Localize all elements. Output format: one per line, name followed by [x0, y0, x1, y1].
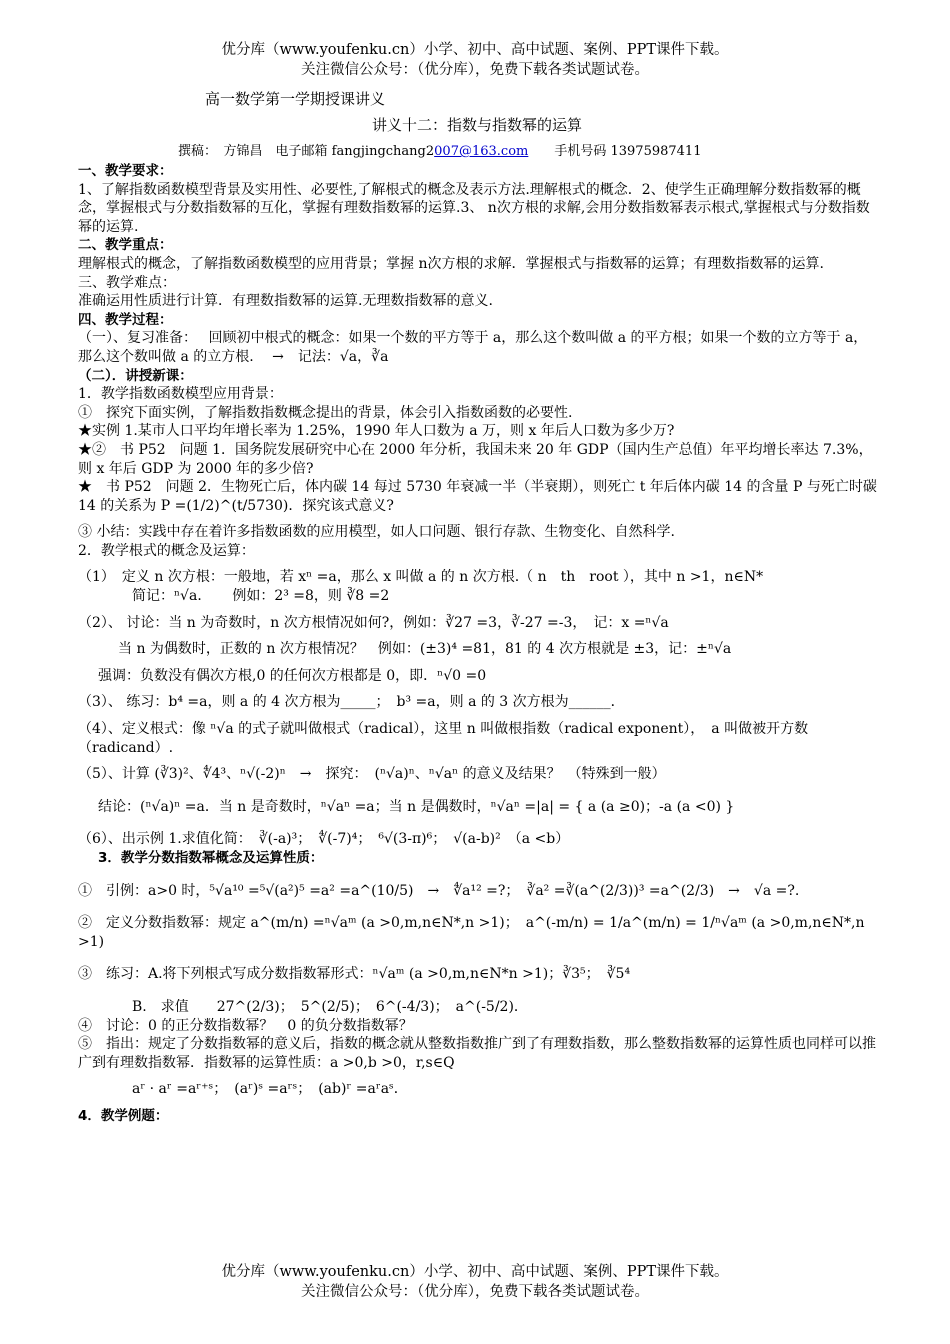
- body-line: （1） 定义 n 次方根：一般地，若 xⁿ =a，那么 x 叫做 a 的 n 次方根.（ n th root ），其中 n >1，n∈N*: [78, 569, 764, 586]
- header-line-2: 关注微信公众号：（优分库），免费下载各类试题试卷。: [301, 62, 649, 78]
- body-line: ① 引例：a>0 时，⁵√a¹⁰ =⁵√(a²)⁵ =a² =a^(10/5) → ∜a¹² =?； ∛a² =∛(a^(2/3))³ =a^(2/3) → √a =?.: [78, 882, 800, 899]
- body-line: ④ 讨论：0 的正分数指数幂？ 0 的负分数指数幂？: [78, 1017, 413, 1034]
- body-line: （二）．讲授新课：: [78, 367, 193, 384]
- footer-line-1: 优分库（www.youfenku.cn）小学、初中、高中试题、案例、PPT课件下载。: [221, 1264, 729, 1280]
- body-line: 简记：ⁿ√a． 例如：2³ =8，则 ∛8 =2: [132, 588, 390, 605]
- author-phone: 手机号码 13975987411: [528, 144, 702, 159]
- body-line: ③ 小结：实践中存在着许多指数函数的应用模型，如人口问题、银行存款、生物变化、自然科学.: [78, 524, 675, 541]
- body-line: 准确运用性质进行计算．有理数指数幂的运算.无理数指数幂的意义.: [78, 293, 493, 310]
- header-line-1: 优分库（www.youfenku.cn）小学、初中、高中试题、案例、PPT课件下载。: [221, 42, 729, 58]
- body-line: 结论：(ⁿ√a)ⁿ =a．当 n 是奇数时，ⁿ√aⁿ =a；当 n 是偶数时，ⁿ√aⁿ =|a| = { a (a ≥0)；-a (a <0) }: [98, 798, 735, 815]
- body-line: 一、教学要求：: [78, 163, 173, 179]
- body-line: 1．教学指数函数模型应用背景：: [78, 386, 283, 403]
- footer-line-2: 关注微信公众号：（优分库），免费下载各类试题试卷。: [301, 1284, 649, 1300]
- body-line: （3）、 练习：b⁴ =a，则 a 的 4 次方根为_____； b³ =a，则 a 的 3 次方根为______．: [78, 694, 625, 711]
- author-line: [178, 140, 701, 159]
- body-line: （6）、出示例 1.求值化简： ∛(-a)³； ∜(-7)⁴； ⁶√(3-π)⁶； √(a-b)² （a <b）: [78, 831, 570, 848]
- body-line: 四、教学过程：: [78, 311, 173, 328]
- page-header: [0, 40, 950, 80]
- body-line: （2）、 讨论：当 n 为奇数时，n 次方根情况如何?，例如：∛27 =3，∛-27 =-3， 记：x =ⁿ√a: [78, 614, 669, 631]
- body-line: 二、教学重点：: [78, 237, 173, 254]
- body-line: 3．教学分数指数幂概念及运算性质：: [98, 850, 324, 866]
- body-line: ① 探究下面实例，了解指数指数概念提出的背景，体会引入指数函数的必要性.: [78, 404, 573, 421]
- body-line: ② 定义分数指数幂：规定 a^(m/n) =ⁿ√aᵐ (a >0,m,n∈N*,n >1)； a^(-m/n) = 1/a^(m/n) = 1/ⁿ√aᵐ (a >0,m,n∈N*,n >1): [78, 915, 865, 950]
- lecture-subtitle: 讲义十二：指数与指数幂的运算: [372, 116, 583, 134]
- body-line: （4）、定义根式：像 ⁿ√a 的式子就叫做根式（radical），这里 n 叫做根指数（radical exponent）， a 叫做被开方数（radicand）.: [78, 721, 809, 756]
- body-line: ⑤ 指出：规定了分数指数幂的意义后，指数的概念就从整数指数推广到了有理数指数，那么整数指数幂的运算性质也同样可以推广到有理数指数幂．指数幂的运算性质：a >0,b >0，r,s∈Q: [78, 1036, 876, 1071]
- body-line: （一）、复习准备： 回顾初中根式的概念：如果一个数的平方等于 a，那么这个数叫做 a 的平方根；如果一个数的立方等于 a，那么这个数叫做 a 的立方根. → 记法：√a，∛a: [78, 330, 868, 365]
- body-line: ★实例 1.某市人口平均年增长率为 1.25%，1990 年人口数为 a 万，则 x 年后人口数为多少万?: [78, 423, 675, 440]
- page-footer: [0, 1262, 950, 1302]
- body-line: 强调：负数没有偶次方根,0 的任何次方根都是 0，即．ⁿ√0 =0: [98, 667, 487, 684]
- body-line: B. 求值 27^(2/3)； 5^(2/5)； 6^(-4/3)； a^(-5/2)．: [132, 998, 528, 1015]
- body-line: 三、教学难点：: [78, 274, 176, 291]
- lecture-body: [78, 162, 878, 1126]
- body-line: ③ 练习：A.将下列根式写成分数指数幂形式：ⁿ√aᵐ (a >0,m,n∈N*n >1)；∛3⁵； ∛5⁴: [78, 966, 631, 983]
- body-line: 理解根式的概念，了解指数函数模型的应用背景；掌握 n次方根的求解．掌握根式与指数幂的运算；有理数指数幂的运算.: [78, 255, 824, 272]
- author-info: 撰稿： 方锦昌 电子邮箱 fangjingchang2: [178, 144, 435, 159]
- body-line: ★② 书 P52 问题 1．国务院发展研究中心在 2000 年分析，我国未来 20 年 GDP（国内生产总值）年平均增长率达 7.3%， 则 x 年后 GDP 为 2000 年的多少倍?: [78, 441, 880, 477]
- body-line: 2．教学根式的概念及运算：: [78, 542, 255, 559]
- body-line: ★ 书 P52 问题 2．生物死亡后，体内碳 14 每过 5730 年衰减一半（半衰期），则死亡 t 年后体内碳 14 的含量 P 与死亡时碳 14 的关系为 P =(1/2)^(t/5730)．探究该式意义?: [78, 479, 877, 514]
- author-email-link[interactable]: 007@163.com: [434, 144, 529, 159]
- lecture-title: 高一数学第一学期授课讲义: [205, 90, 386, 108]
- body-line: （5）、计算 (∛3)²、∜4³、ⁿ√(-2)ⁿ → 探究： (ⁿ√a)ⁿ、ⁿ√aⁿ 的意义及结果？ （特殊到一般）: [78, 766, 666, 783]
- body-line: 1、了解指数函数模型背景及实用性、必要性,了解根式的概念及表示方法.理解根式的概念．2、使学生正确理解分数指数幂的概念，掌握根式与分数指数幂的互化，掌握有理数指数幂的运算.3、 n次方根的求解,会用分数指数幂表示根式,掌握根式与分数指数幂的运算.: [78, 181, 870, 235]
- body-line: 当 n 为偶数时，正数的 n 次方根情况？ 例如：(±3)⁴ =81，81 的 4 次方根就是 ±3，记：±ⁿ√a: [118, 641, 732, 658]
- body-line: 4．教学例题：: [78, 1107, 169, 1124]
- body-line: aʳ · aʳ =aʳ⁺ˢ； (aʳ)ˢ =aʳˢ； (ab)ʳ =aʳaˢ．: [132, 1081, 408, 1098]
